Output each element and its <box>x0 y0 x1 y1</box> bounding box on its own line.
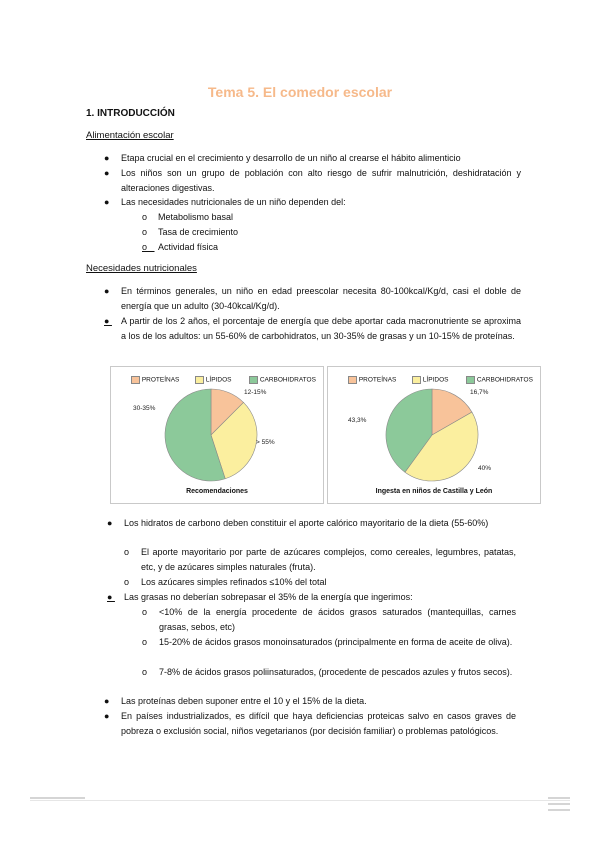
bullet-icon: ● <box>104 168 110 178</box>
bullet-icon: ● <box>104 286 110 296</box>
circle-bullet-icon: o <box>142 227 148 237</box>
slice-label-proteinas: 16,7% <box>470 389 489 396</box>
sub-bullet-item <box>142 225 239 240</box>
circle-bullet-icon: o <box>142 607 148 617</box>
bullet-text: Las proteínas deben suponer entre el 10 y el 15% de la dieta. <box>121 696 367 706</box>
legend-label-lipidos: LÍPIDOS <box>422 376 449 384</box>
bullet-item <box>104 694 516 709</box>
sub-bullet-text: Los azúcares simples refinados ≤10% del total <box>141 577 327 587</box>
page-title: Tema 5. El comedor escolar <box>207 84 393 100</box>
chart-caption: Ingesta en niños de Castilla y León <box>375 488 493 495</box>
sub-bullet-item <box>124 545 516 575</box>
pie-svg <box>111 367 323 503</box>
sub-bullet-item <box>124 575 516 590</box>
sub-bullet-text: 15-20% de ácidos grasos monoinsaturados (principalmente en forma de aceite de oliva). <box>159 637 513 647</box>
circle-bullet-icon: o <box>142 637 148 647</box>
bullet-icon: ● <box>104 153 110 163</box>
sub-bullet-item <box>142 210 234 225</box>
bullet-text: Las grasas no deberían sobrepasar el 35% de la energía que ingerimos: <box>124 592 413 602</box>
bullet-text: A partir de los 2 años, el porcentaje de energía que debe aportar cada macronutriente se aproxima a los de los adultos: un 55-60% de carbohidratos, un 30-35% de grasas y un 10-15% de proteínas. <box>121 316 521 341</box>
legend-label-lipidos: LÍPIDOS <box>205 376 232 384</box>
bullet-item <box>104 284 521 314</box>
sub-bullet-text: Tasa de crecimiento <box>158 227 239 237</box>
footer-mark-right <box>548 809 570 811</box>
circle-bullet-icon: o <box>124 547 130 557</box>
sub-bullet-text: 7-8% de ácidos grasos poliinsaturados, (procedente de pescados azules y frutos secos). <box>159 667 513 677</box>
sub-bullet-text: Actividad física <box>158 242 219 252</box>
pie-chart-recomendaciones <box>110 366 324 504</box>
circle-bullet-icon: o <box>142 242 155 252</box>
slice-label-proteinas: 12-15% <box>244 389 267 396</box>
bullet-item <box>107 590 516 605</box>
sub-bullet-item <box>142 635 516 650</box>
bullet-text: Los hidratos de carbono deben constituir el aporte calórico mayoritario de la dieta (55-60%) <box>124 518 489 528</box>
bullet-item <box>104 166 521 196</box>
bullet-icon: ● <box>104 696 110 706</box>
bullet-text: En países industrializados, es difícil que haya deficiencias proteicas salvo en casos graves de pobreza o exclusión social, niños vegetarianos (por decisión familiar) o problemas patológicos. <box>121 711 516 736</box>
sub-bullet-text: Metabolismo basal <box>158 212 234 222</box>
bullet-item <box>104 314 521 344</box>
circle-bullet-icon: o <box>142 667 148 677</box>
sub-bullet-text: El aporte mayoritario por parte de azúcares complejos, como cereales, legumbres, patatas, etc, y de azúcares simples naturales (fruta). <box>141 547 516 572</box>
footer-mark-right <box>548 797 570 799</box>
bullet-icon: ● <box>107 592 115 602</box>
slice-label-carbohidratos: > 55% <box>256 439 275 446</box>
bullet-item <box>104 195 521 210</box>
bullet-icon: ● <box>104 197 110 207</box>
bullet-icon: ● <box>107 518 113 528</box>
chart-caption: Recomendaciones <box>186 488 248 495</box>
bullet-text: Etapa crucial en el crecimiento y desarrollo de un niño al crearse el hábito alimenticio <box>121 153 461 163</box>
legend-label-proteinas: PROTEÍNAS <box>358 376 397 384</box>
subheading-alimentacion: Alimentación escolar <box>86 130 174 141</box>
sub-bullet-item <box>142 665 516 680</box>
section-heading: 1. INTRODUCCIÓN <box>86 108 175 119</box>
slice-label-carbohidratos: 40% <box>478 465 492 472</box>
bullet-item <box>104 709 516 739</box>
circle-bullet-icon: o <box>142 212 148 222</box>
pie-svg <box>328 367 540 503</box>
footer-mark-right <box>548 803 570 805</box>
slice-label-lipidos: 30-35% <box>133 405 156 412</box>
legend-label-carbohidratos: CARBOHIDRATOS <box>476 376 533 384</box>
bullet-text: En términos generales, un niño en edad preescolar necesita 80-100kcal/Kg/d, casi el doble de energía que un adulto (30-40kcal/Kg/d). <box>121 286 521 311</box>
bullet-item <box>107 516 516 531</box>
subheading-necesidades: Necesidades nutricionales <box>86 263 197 274</box>
bullet-text: Los niños son un grupo de población con alto riesgo de sufrir malnutrición, deshidratación y alteraciones digestivas. <box>121 168 521 193</box>
bullet-icon: ● <box>104 316 112 326</box>
footer-mark-left <box>30 797 85 799</box>
sub-bullet-item <box>142 605 516 635</box>
slice-label-lipidos: 43,3% <box>348 417 367 424</box>
legend-label-proteinas: PROTEÍNAS <box>141 376 180 384</box>
bullet-icon: ● <box>104 711 110 721</box>
bullet-item <box>104 151 521 166</box>
footer-divider <box>30 800 570 801</box>
sub-bullet-text: <10% de la energía procedente de ácidos grasos saturados (mantequillas, carnes grasas, sebos, etc) <box>159 607 516 632</box>
bullet-text: Las necesidades nutricionales de un niño dependen del: <box>121 197 346 207</box>
circle-bullet-icon: o <box>124 577 130 587</box>
legend-label-carbohidratos: CARBOHIDRATOS <box>259 376 316 384</box>
pie-chart-ingesta <box>327 366 541 504</box>
sub-bullet-item <box>142 240 219 255</box>
